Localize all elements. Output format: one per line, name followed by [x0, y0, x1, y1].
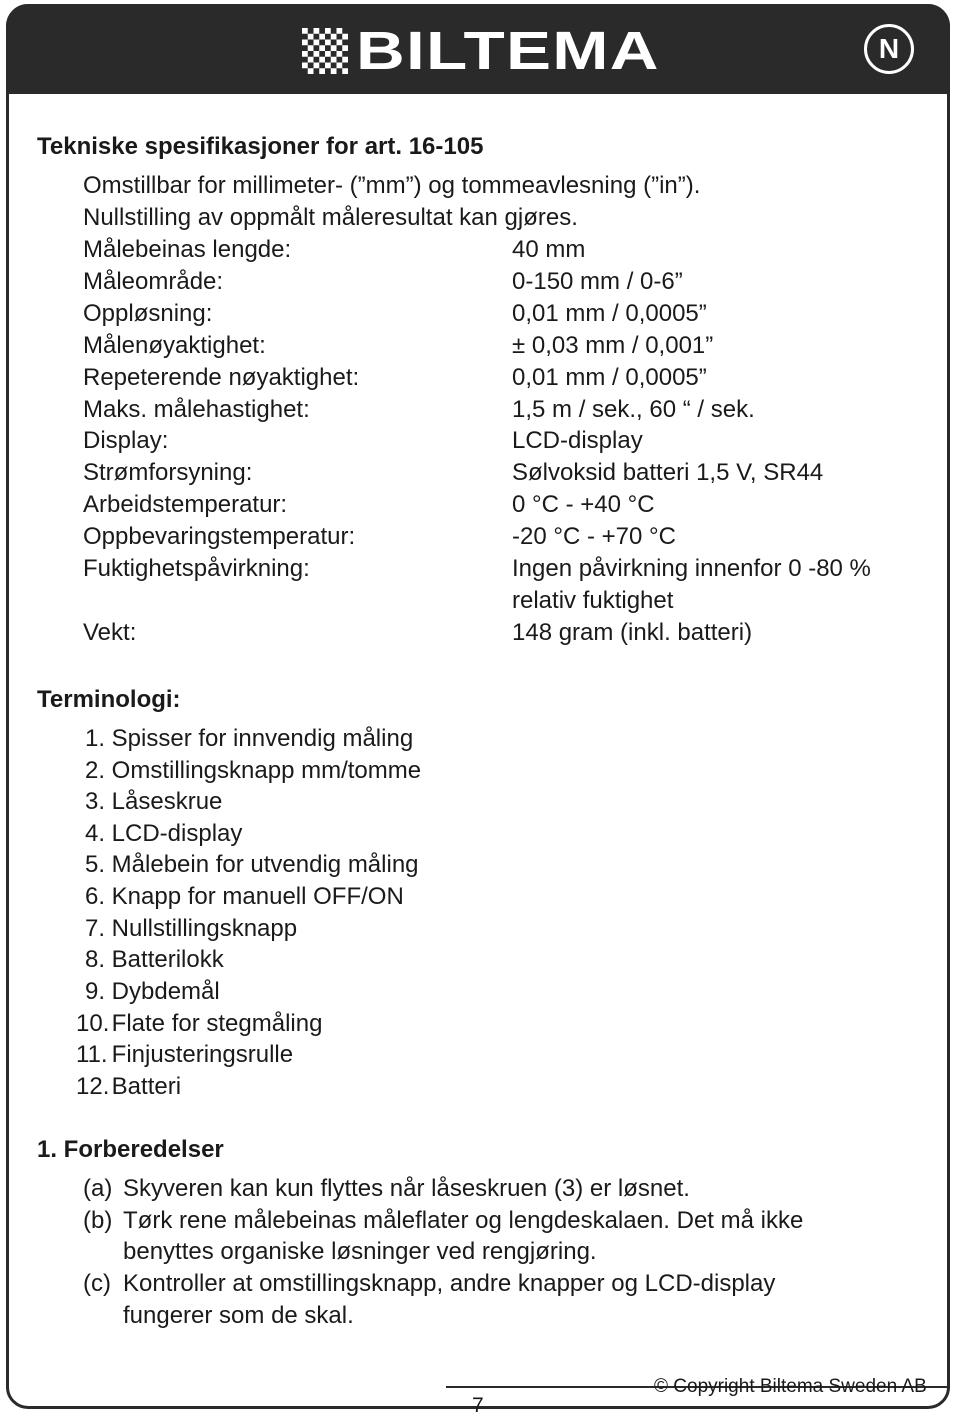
item-number: 9.	[84, 978, 105, 1005]
page-number: 7	[472, 1394, 484, 1417]
item-text: Omstillingsknapp mm/tomme	[111, 757, 422, 784]
preparation-item	[83, 1207, 803, 1235]
brand-wordmark: BILTEMA	[356, 21, 660, 81]
item-number: 11.	[76, 1041, 108, 1068]
spec-label: Oppløsning:	[83, 300, 213, 327]
spec-value: 0-150 mm / 0-6”	[512, 268, 683, 295]
spec-value: 40 mm	[512, 236, 586, 263]
item-text: Flate for stegmåling	[111, 1010, 323, 1037]
spec-value: ± 0,03 mm / 0,001”	[512, 332, 714, 359]
specs-intro-line: Omstillbar for millimeter- (”mm”) og tommeavlesning (”in”).	[83, 172, 701, 199]
item-text: Tørk rene målebeinas måleflater og lengdeskalaen. Det må ikke	[123, 1207, 804, 1234]
terminology-item	[76, 915, 297, 943]
item-number: 8.	[84, 946, 105, 973]
terminology-item	[76, 851, 419, 879]
spec-label: Målenøyaktighet:	[83, 332, 266, 359]
checkered-flag-icon	[302, 28, 348, 74]
spec-label: Fuktighetspåvirkning:	[83, 555, 310, 582]
spec-value-continuation: relativ fuktighet	[512, 587, 674, 614]
spec-label: Repeterende nøyaktighet:	[83, 364, 360, 391]
item-number: 4.	[84, 820, 105, 847]
spec-label: Målebeinas lengde:	[83, 236, 292, 263]
item-text: Knapp for manuell OFF/ON	[111, 883, 404, 910]
terminology-item	[76, 946, 224, 974]
terminology-item	[76, 1010, 322, 1038]
item-text: Finjusteringsrulle	[111, 1041, 294, 1068]
spec-label: Display:	[83, 427, 169, 454]
terminology-item	[76, 883, 404, 911]
item-number: 3.	[84, 788, 105, 815]
terminology-item	[76, 820, 242, 848]
terminology-item	[76, 1041, 293, 1069]
biltema-logo	[302, 21, 660, 81]
preparation-item	[83, 1175, 690, 1203]
spec-label: Vekt:	[83, 619, 137, 646]
preparation-item-continuation: benyttes organiske løsninger ved rengjøring.	[123, 1238, 597, 1265]
spec-value: LCD-display	[512, 427, 643, 454]
item-number: 7.	[84, 915, 105, 942]
item-number: 10.	[76, 1010, 110, 1037]
terminology-item	[76, 788, 222, 816]
spec-value: 148 gram (inkl. batteri)	[512, 619, 753, 646]
terminology-item	[76, 978, 220, 1006]
item-text: Låseskrue	[111, 788, 223, 815]
spec-value: 0 °C - +40 °C	[512, 491, 655, 518]
spec-label: Oppbevaringstemperatur:	[83, 523, 356, 550]
item-number: 2.	[84, 757, 105, 784]
spec-value: 0,01 mm / 0,0005”	[512, 364, 707, 391]
item-text: Kontroller at omstillingsknapp, andre knapper og LCD-display	[123, 1270, 776, 1297]
item-text: Spisser for innvendig måling	[111, 725, 414, 752]
item-tag: (a)	[83, 1175, 113, 1202]
preparation-item-continuation: fungerer som de skal.	[123, 1302, 354, 1329]
terminology-item	[76, 1073, 181, 1101]
spec-label: Arbeidstemperatur:	[83, 491, 288, 518]
spec-value: 0,01 mm / 0,0005”	[512, 300, 707, 327]
item-text: Batterilokk	[111, 946, 224, 973]
item-tag: (c)	[83, 1270, 111, 1297]
header-bar	[6, 4, 950, 94]
item-text: Skyveren kan kun flyttes når låseskruen (3) er løsnet.	[123, 1175, 690, 1202]
terminology-item	[76, 757, 421, 785]
preparations-heading: 1. Forberedelser	[37, 1136, 224, 1163]
terminology-heading: Terminologi:	[37, 686, 181, 713]
item-number: 5.	[84, 851, 105, 878]
copyright-notice: © Copyright Biltema Sweden AB	[654, 1376, 927, 1397]
item-text: Nullstillingsknapp	[111, 915, 298, 942]
specs-heading: Tekniske spesifikasjoner for art. 16-105	[37, 133, 484, 160]
item-tag: (b)	[83, 1207, 113, 1234]
preparation-item	[83, 1270, 775, 1298]
item-number: 1.	[84, 725, 105, 752]
spec-label: Maks. målehastighet:	[83, 396, 310, 423]
spec-value: Ingen påvirkning innenfor 0 -80 %	[512, 555, 871, 582]
language-badge: N	[864, 24, 914, 74]
item-number: 12.	[76, 1073, 110, 1100]
item-text: Målebein for utvendig måling	[111, 851, 419, 878]
item-text: Dybdemål	[111, 978, 220, 1005]
item-text: LCD-display	[111, 820, 243, 847]
item-text: Batteri	[111, 1073, 182, 1100]
terminology-item	[76, 725, 413, 753]
spec-label: Måleområde:	[83, 268, 224, 295]
spec-label: Strømforsyning:	[83, 459, 253, 486]
specs-intro-line: Nullstilling av oppmålt måleresultat kan gjøres.	[83, 204, 578, 231]
spec-value: Sølvoksid batteri 1,5 V, SR44	[512, 459, 824, 486]
spec-value: -20 °C - +70 °C	[512, 523, 676, 550]
item-number: 6.	[84, 883, 105, 910]
spec-value: 1,5 m / sek., 60 “ / sek.	[512, 396, 755, 423]
